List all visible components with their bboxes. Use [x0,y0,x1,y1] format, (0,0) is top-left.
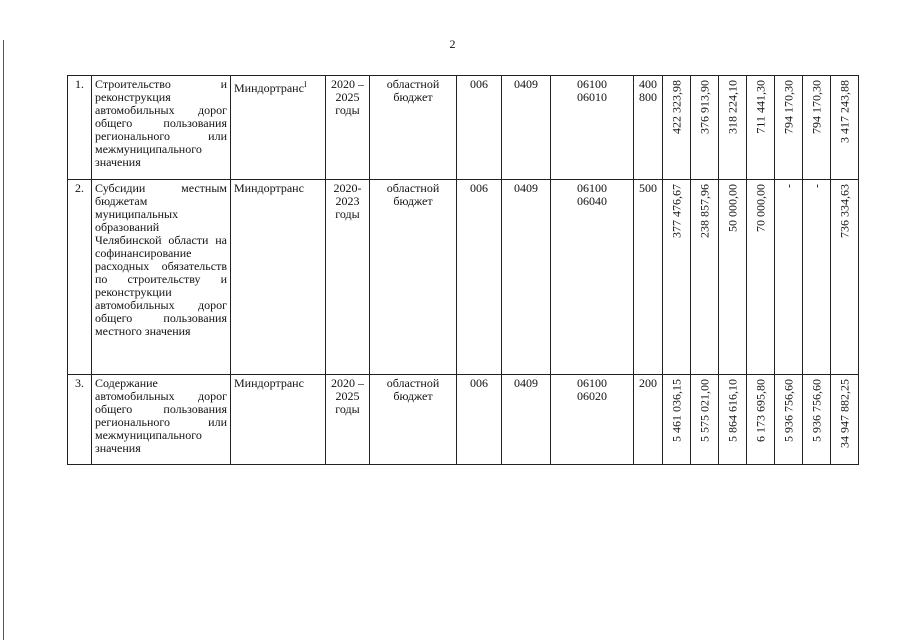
amount-cell [803,76,831,180]
measure-name: Строительство и реконструкция автомобильных дорог общего пользования регионального или межмуниципального значения [92,76,231,180]
page-left-edge [3,40,4,640]
amount-cell [719,76,747,180]
measure-name: Субсидии местным бюджетам муниципальных образований Челябинской области на софинансирование расходных обязательств по строительству и реконструкции автомобильных дорог общего пользования местного значения [92,180,231,375]
years: 2020 – 2025 годы [326,375,370,465]
executor: Миндортранс [234,376,304,390]
department-code: 006 [457,375,502,465]
amount-cell [775,76,803,180]
budget-table [67,75,859,465]
years: 2020- 2023 годы [326,180,370,375]
section-code: 0409 [502,76,551,180]
amount-cell [831,375,859,465]
row-number: 2. [68,180,92,375]
amount-cell [831,180,859,375]
amount-total: 34 947 882,25 [837,379,851,448]
target-article [551,180,634,375]
target-article [551,76,634,180]
amount-2023: 70 000,00 [753,184,767,232]
amount-cell [803,375,831,465]
executor: Миндортранс [234,81,304,95]
amount-2023: 711 441,30 [753,80,767,134]
expense-type-line: 400 [639,77,657,91]
department-code: 006 [457,180,502,375]
amount-cell [663,76,691,180]
target-article-line: 06100 [577,77,607,91]
amount-cell [691,76,719,180]
amount-cell [691,375,719,465]
amount-cell [747,180,775,375]
amount-2025: 794 170,30 [809,80,823,134]
executor: Миндортранс [234,181,304,195]
funding-source: областной бюджет [370,76,457,180]
expense-type-line: 500 [639,181,657,195]
target-article [551,375,634,465]
target-article-line: 06100 [577,181,607,195]
amount-2024: 5 936 756,60 [781,379,795,442]
amount-cell [663,375,691,465]
amount-total: 3 417 243,88 [837,80,851,143]
target-article-line: 06040 [577,194,607,208]
section-code: 0409 [502,180,551,375]
amount-2021: 238 857,96 [697,184,711,238]
years: 2020 – 2025 годы [326,76,370,180]
amount-2024: - [781,184,795,188]
amount-cell [719,375,747,465]
expense-type [634,76,663,180]
executor-cell [231,375,326,465]
target-article-line: 06100 [577,376,607,390]
executor-cell [231,76,326,180]
amount-2022: 318 224,10 [725,80,739,134]
amount-total: 736 334,63 [837,184,851,238]
table-row [68,375,859,465]
amount-cell [663,180,691,375]
section-code: 0409 [502,375,551,465]
amount-2023: 6 173 695,80 [753,379,767,442]
table-row [68,180,859,375]
amount-cell [831,76,859,180]
expense-type [634,375,663,465]
amount-2021: 5 575 021,00 [697,379,711,442]
amount-2022: 50 000,00 [725,184,739,232]
amount-2020: 5 461 036,15 [669,379,683,442]
amount-2025: 5 936 756,60 [809,379,823,442]
executor-cell [231,180,326,375]
funding-source: областной бюджет [370,375,457,465]
target-article-line: 06020 [577,389,607,403]
row-number: 1. [68,76,92,180]
amount-2024: 794 170,30 [781,80,795,134]
measure-name: Содержание автомобильных дорог общего пользования регионального или межмуниципального значения [92,375,231,465]
amount-cell [775,375,803,465]
amount-cell [747,375,775,465]
amount-cell [747,76,775,180]
table-row [68,76,859,180]
amount-2022: 5 864 616,10 [725,379,739,442]
amount-cell [691,180,719,375]
department-code: 006 [457,76,502,180]
amount-cell [803,180,831,375]
amount-cell [775,180,803,375]
row-number: 3. [68,375,92,465]
funding-source: областной бюджет [370,180,457,375]
amount-2021: 376 913,90 [697,80,711,134]
executor-mark: I [303,80,307,89]
target-article-line: 06010 [577,90,607,104]
expense-type-line: 200 [639,376,657,390]
amount-2020: 422 323,98 [669,80,683,134]
amount-cell [719,180,747,375]
amount-2020: 377 476,67 [669,184,683,238]
amount-2025: - [809,184,823,188]
expense-type-line: 800 [639,90,657,104]
expense-type [634,180,663,375]
page-number: 2 [449,37,456,51]
